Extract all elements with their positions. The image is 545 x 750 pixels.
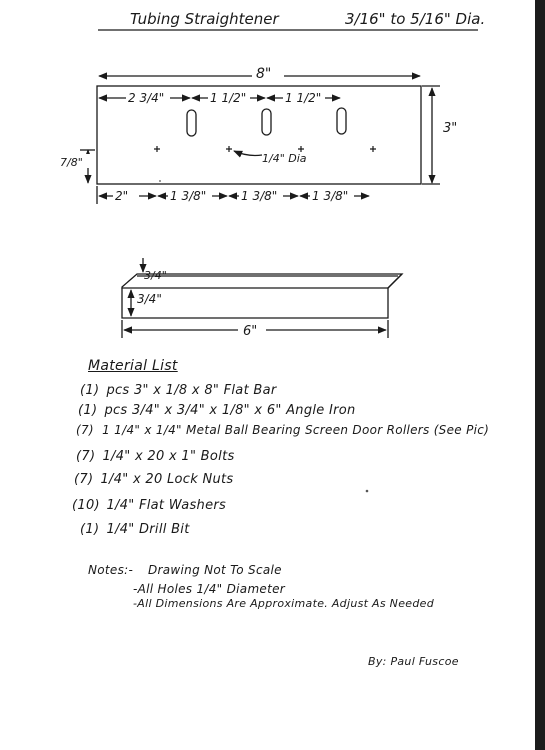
list-item-qty: (1) (80, 383, 100, 398)
list-item-qty: (7) (76, 449, 96, 464)
title-range: 3/16" to 5/16" Dia. (345, 10, 486, 28)
list-item (72, 498, 226, 513)
list-item-qty: (1) (78, 403, 98, 418)
list-item (80, 522, 190, 537)
material-list-heading: Material List (88, 358, 178, 374)
author-credit: By: Paul Fuscoe (368, 655, 459, 668)
list-item (74, 472, 234, 487)
flat-bar-labels (58, 64, 466, 203)
label-bottom-dim-4: 1 3/8" (312, 189, 349, 203)
label-height: 3" (443, 121, 458, 136)
slot-left (187, 110, 196, 136)
list-item-qty: (1) (80, 522, 100, 537)
label-top-dim-2: 1 1/2" (210, 91, 247, 105)
scan-edge (535, 0, 545, 750)
list-item-qty: (7) (76, 423, 94, 437)
title-text: Tubing Straightener (130, 10, 279, 28)
label-overall-length: 8" (256, 66, 272, 82)
list-item-desc: 1/4" x 20 x 1" Bolts (102, 449, 235, 464)
label-bottom-dim-2: 1 3/8" (170, 189, 207, 203)
slot-right (337, 108, 346, 134)
slot-middle (262, 109, 271, 135)
label-top-dim-1: 2 3/4" (128, 91, 165, 105)
notes-label: Notes:- (88, 563, 134, 577)
label-hole-dia: 1/4" Dia (262, 152, 307, 165)
list-item-qty: (10) (72, 498, 100, 513)
label-bottom-dim-1: 2" (115, 189, 129, 203)
list-item (78, 403, 356, 418)
list-item (80, 383, 277, 398)
note-line: Drawing Not To Scale (148, 563, 282, 577)
label-angle-side: 3/4" (137, 292, 162, 306)
list-item-desc: pcs 3" x 1/8 x 8" Flat Bar (106, 383, 277, 398)
label-bottom-dim-3: 1 3/8" (241, 189, 278, 203)
list-item-desc: 1/4" x 20 Lock Nuts (100, 472, 234, 487)
label-side-dim: 7/8" (60, 156, 83, 169)
label-angle-top: 3/4" (144, 269, 167, 282)
scan-specks (159, 180, 368, 492)
list-item-desc: pcs 3/4" x 3/4" x 1/8" x 6" Angle Iron (104, 403, 356, 418)
list-item-qty: (7) (74, 472, 94, 487)
list-item (76, 449, 235, 464)
list-item-desc: 1/4" Drill Bit (106, 522, 190, 537)
title-block (98, 10, 485, 30)
label-top-dim-3: 1 1/2" (285, 91, 322, 105)
label-angle-length: 6" (243, 324, 258, 339)
angle-iron-labels (137, 269, 266, 339)
list-item-desc: 1/4" Flat Washers (106, 498, 227, 513)
hole-leader (234, 151, 262, 156)
angle-iron-face (122, 288, 388, 318)
note-line: -All Dimensions Are Approximate. Adjust As Needed (133, 597, 434, 610)
note-line: -All Holes 1/4" Diameter (133, 582, 286, 596)
list-item-desc: 1 1/4" x 1/4" Metal Ball Bearing Screen Door Rollers (See Pic) (102, 423, 490, 437)
list-item (76, 423, 489, 437)
